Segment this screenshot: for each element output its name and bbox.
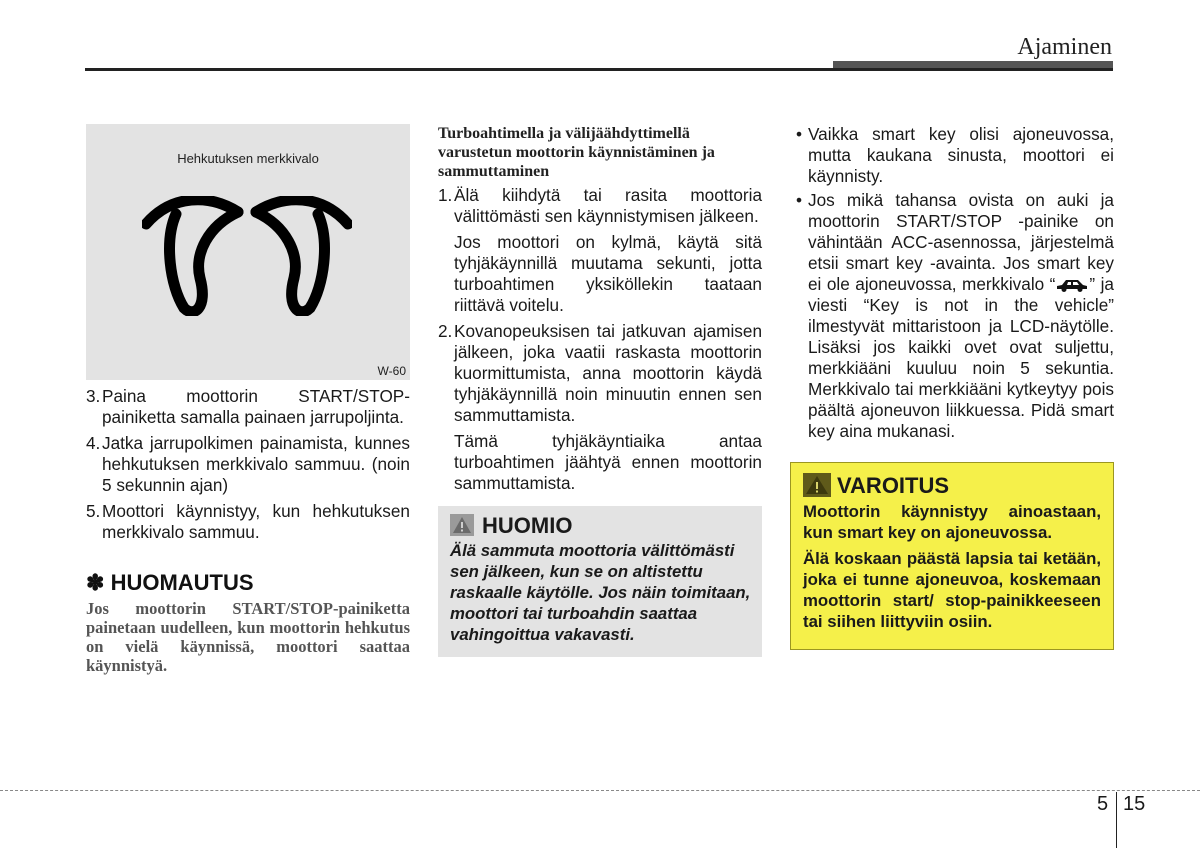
- warning-box: [790, 462, 1114, 650]
- caution-title: HUOMIO: [482, 512, 573, 538]
- warning-text-1: Moottorin käynnistyy ainoastaan, kun smart key on ajoneuvossa.: [803, 502, 1101, 542]
- figure-caption: Hehkutuksen merkkivalo: [177, 151, 319, 166]
- caution-icon: [450, 514, 474, 536]
- section-number: 5: [1097, 793, 1109, 815]
- step-text: Paina moottorin START/STOP-painiketta samalla painaen jarrupoljinta.: [102, 386, 410, 427]
- notice-text: Jos moottorin START/STOP-painiketta painetaan uudelleen, kun moottorin hehkutus on vielä käynnissä, moottori saattaa käynnistyä.: [86, 599, 410, 675]
- step-2: [438, 321, 762, 426]
- page-number: 15: [1123, 793, 1146, 815]
- step-number: 4.: [86, 433, 101, 453]
- notice-heading: [86, 572, 410, 593]
- bullet-item-2: [790, 190, 1114, 442]
- warning-text-2: Älä koskaan päästä lapsia tai ketään, joka ei tunne ajoneuvoa, koskemaan moottorin start/ stop-painikkeeseen tai siihen liittyviin osiin.: [803, 549, 1101, 631]
- notice-title: HUOMAUTUS: [110, 570, 254, 595]
- page-number-separator: [1116, 792, 1117, 848]
- step-text: Moottori käynnistyy, kun hehkutuksen merkkivalo sammuu.: [102, 501, 410, 542]
- step-text: Älä kiihdytä tai rasita moottoria välittömästi sen käynnistymisen jälkeen.: [454, 185, 762, 226]
- figure-code: W-60: [377, 364, 406, 378]
- step-3: [86, 386, 410, 428]
- caution-header: [450, 514, 752, 536]
- column-right: [790, 124, 1114, 650]
- column-left: [86, 386, 410, 675]
- indicator-figure: [86, 124, 410, 380]
- step-1: [438, 185, 762, 227]
- warning-header: [803, 473, 1101, 497]
- step-number: 2.: [438, 321, 453, 341]
- key-not-in-vehicle-icon: [1055, 278, 1089, 292]
- step-4: [86, 433, 410, 496]
- subsection-heading: Turboahtimella ja välijäähdyttimellä varustetun moottorin käynnistäminen ja sammuttaminen: [438, 125, 715, 180]
- section-title: Ajaminen: [1017, 34, 1112, 60]
- warning-triangle-icon: [803, 473, 831, 497]
- caution-box: [438, 506, 762, 657]
- step-1-detail: Jos moottori on kylmä, käytä sitä tyhjäkäynnillä muutama sekunti, jotta turboahtimen yksiköllekin taataan riittävä voitelu.: [454, 232, 762, 315]
- footer-divider: [0, 790, 1200, 791]
- step-2-detail: Tämä tyhjäkäyntiaika antaa turboahtimen jäähtyä ennen moottorin sammuttamista.: [454, 431, 762, 493]
- bullet-text-start: Jos mikä tahansa ovista on auki ja moottorin START/STOP -painike on vähintään ACC-asennossa, järjestelmä etsii smart key -avainta. Jos smart key ei ole ajoneuvossa, merkkivalo “: [808, 190, 1114, 294]
- step-number: 5.: [86, 501, 101, 521]
- column-middle: [438, 124, 762, 657]
- caution-text: Älä sammuta moottoria välittömästi sen jälkeen, kun se on altistettu raskaalle käytölle. Jos näin toimitaan, moottori tai turboahdin saattaa vahingoittua vakavasti.: [450, 541, 751, 644]
- bullet-marker: •: [795, 124, 803, 144]
- bullet-item-1: [790, 124, 1114, 187]
- bullet-text-end: ” ja viesti “Key is not in the vehicle” ilmestyvät mittaristoon ja LCD-näytölle. Lisäksi jos kaikki ovet ovat suljettu, merkkiääni kuuluu noin 5 sekuntia. Merkkivalo tai merkkiääni kytkeytyy pois päältä ajoneuvon liikkuessa. Pidä smart key aina mukanasi.: [808, 274, 1114, 441]
- glow-plug-indicator-icon: [142, 196, 352, 316]
- warning-title: VAROITUS: [837, 472, 950, 498]
- bullet-text: [808, 190, 1114, 442]
- step-text: Kovanopeuksisen tai jatkuvan ajamisen jälkeen, joka vaatii raskasta moottorin kuormittumista, anna moottorin käydä tyhjäkäynnillä noin minuutin ennen sen sammuttamista.: [454, 321, 762, 425]
- step-text: Jatka jarrupolkimen painamista, kunnes hehkutuksen merkkivalo sammuu. (noin 5 sekunnin ajan): [102, 433, 410, 495]
- step-5: [86, 501, 410, 543]
- header-rule: [85, 68, 1113, 71]
- step-number: 1.: [438, 185, 453, 205]
- bullet-marker: •: [795, 190, 803, 210]
- notice-symbol-icon: ✽: [86, 570, 105, 595]
- step-number: 3.: [86, 386, 101, 406]
- bullet-text: Vaikka smart key olisi ajoneuvossa, mutta kaukana sinusta, moottori ei käynnisty.: [808, 124, 1114, 186]
